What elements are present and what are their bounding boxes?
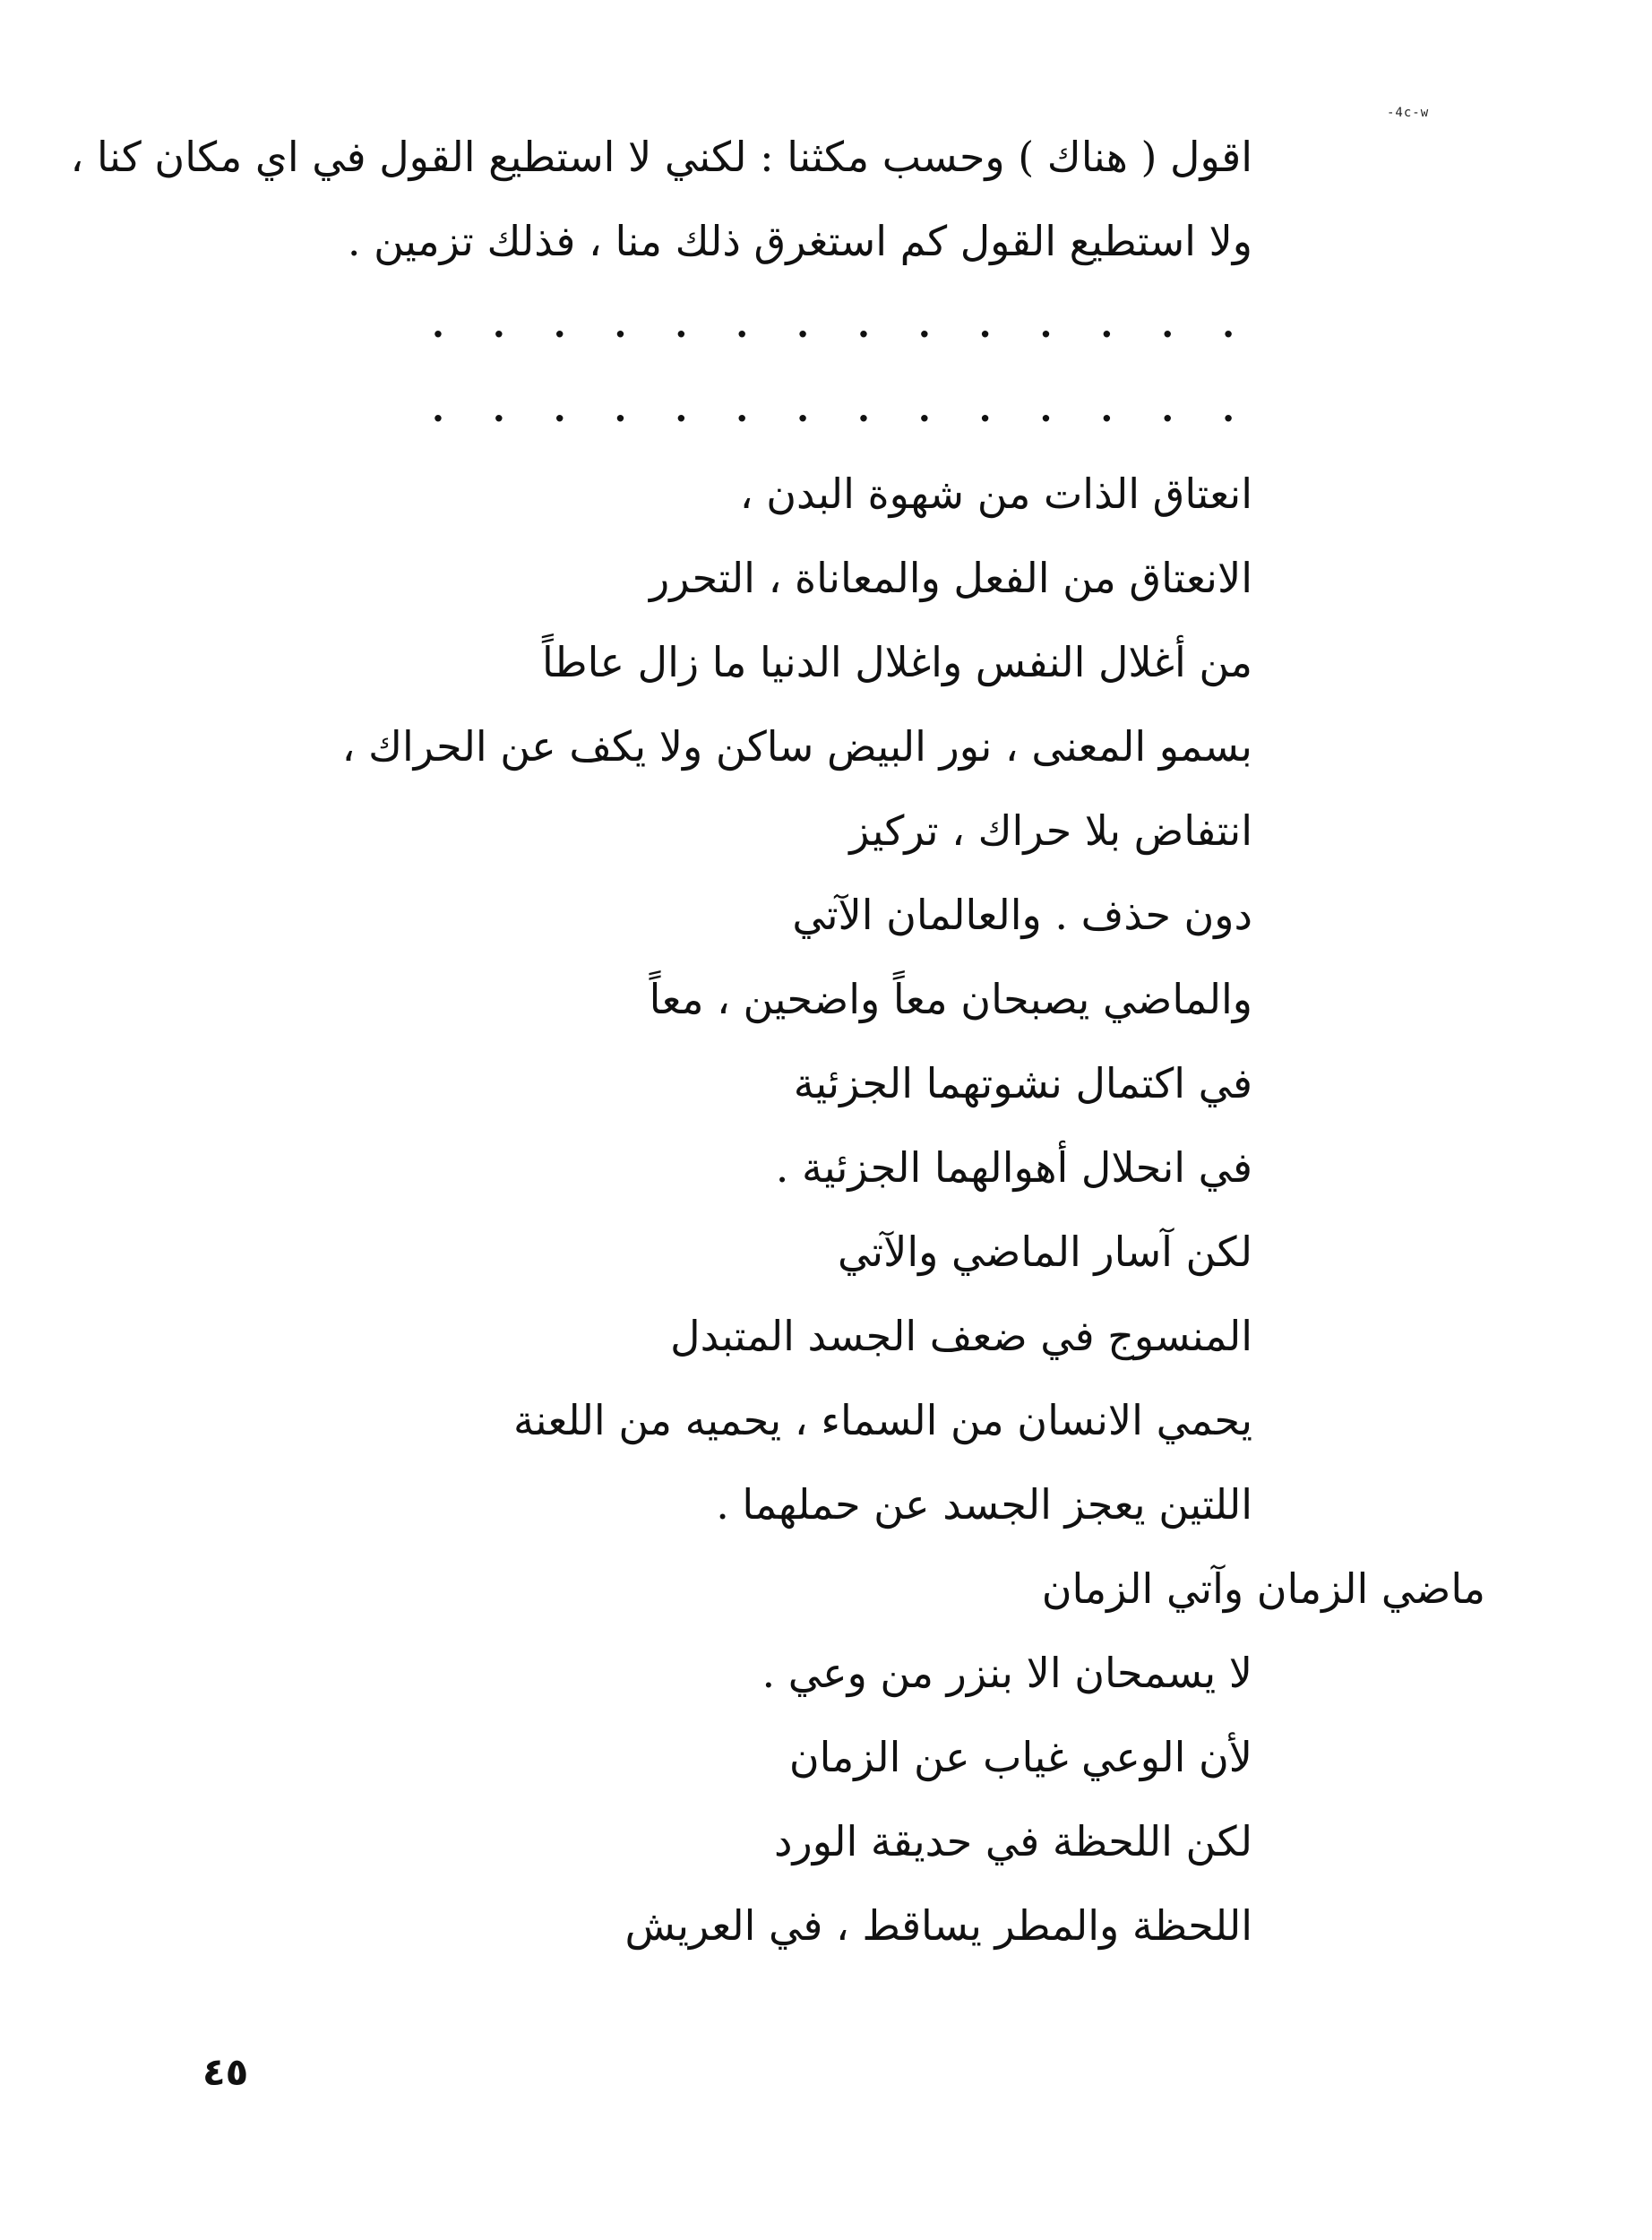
poem-line: دون حذف . والعالمان الآتي — [792, 891, 1252, 939]
poem-line: اقول ( هناك ) وحسب مكثنا : لكني لا استطيع القول في اي مكان كنا ، — [70, 133, 1252, 181]
ellipsis-line: . . . . . . . . . . . . . . — [432, 304, 1252, 346]
poem-line: في انحلال أهوالهما الجزئية . — [775, 1143, 1252, 1192]
poem-line: انتفاض بلا حراك ، تركيز — [849, 806, 1252, 855]
poem-text — [70, 115, 1485, 1968]
poem-line: لأن الوعي غياب عن الزمان — [788, 1733, 1252, 1781]
page-number: ٤٥ — [202, 2050, 249, 2094]
poem-line: لكن اللحظة في حديقة الورد — [774, 1817, 1252, 1865]
poem-line: المنسوج في ضعف الجسد المتبدل — [670, 1312, 1252, 1360]
poem-line: والماضي يصبحان معاً واضحين ، معاً — [649, 975, 1252, 1023]
poem-line: اللتين يعجز الجسد عن حملهما . — [716, 1480, 1252, 1529]
poem-line: انعتاق الذات من شهوة البدن ، — [739, 470, 1252, 518]
poem-line-offset: ماضي الزمان وآتي الزمان — [1041, 1564, 1485, 1613]
poem-line: لكن آسار الماضي والآتي — [837, 1228, 1252, 1276]
corner-mark: -4c-w — [1387, 106, 1430, 120]
poem-line: من أغلال النفس واغلال الدنيا ما زال عاطاً — [541, 638, 1252, 686]
poem-line: ولا استطيع القول كم استغرق ذلك منا ، فذلك تزمين . — [347, 217, 1252, 265]
ellipsis-line: . . . . . . . . . . . . . . — [432, 388, 1252, 430]
poem-line: بسمو المعنى ، نور البيض ساكن ولا يكف عن الحراك ، — [341, 722, 1252, 771]
poem-line: اللحظة والمطر يساقط ، في العريش — [624, 1901, 1252, 1950]
poem-line: يحمي الانسان من السماء ، يحميه من اللعنة — [512, 1396, 1252, 1444]
poem-line: في اكتمال نشوتهما الجزئية — [793, 1059, 1252, 1107]
poem-line: الانعتاق من الفعل والمعاناة ، التحرر — [650, 554, 1252, 602]
poem-line: لا يسمحان الا بنزر من وعي . — [761, 1649, 1252, 1697]
